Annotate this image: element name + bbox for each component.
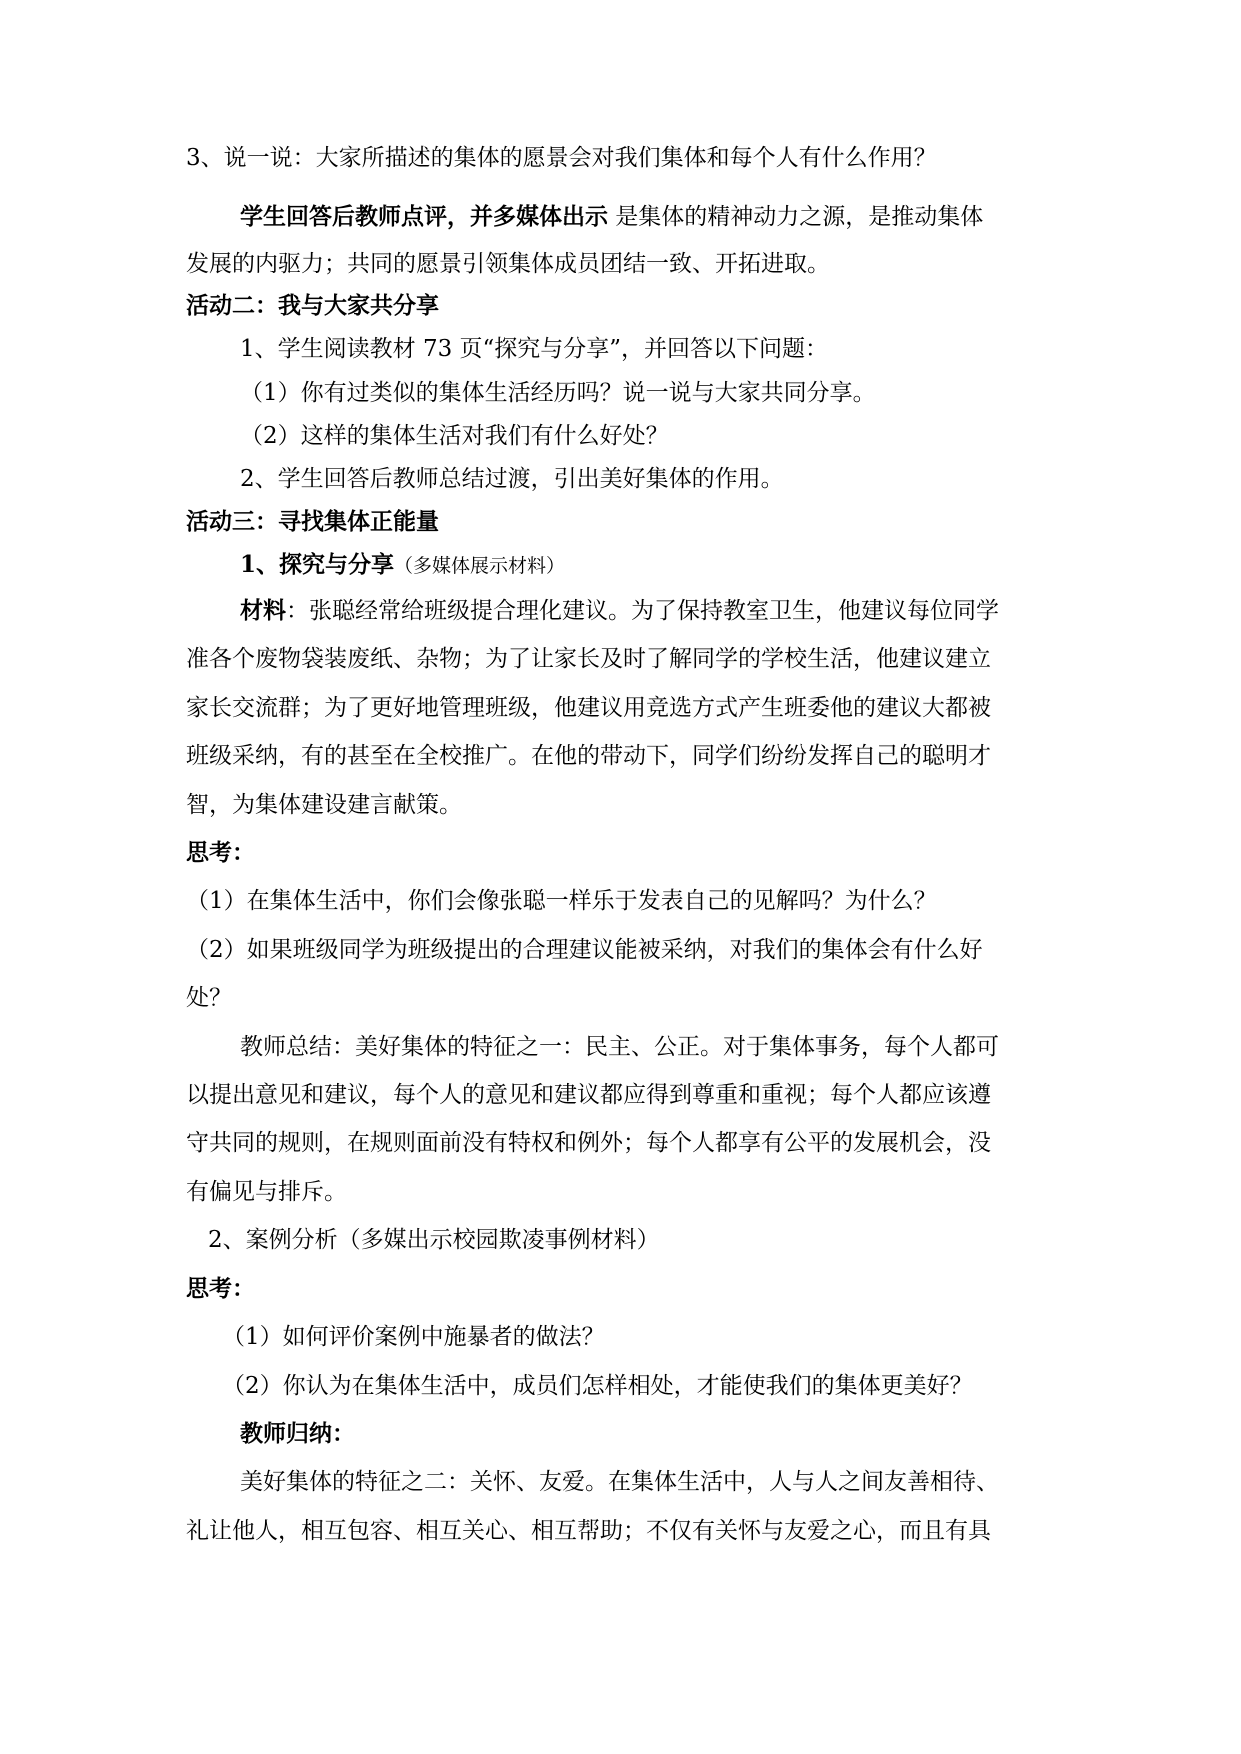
paragraph-line: 守共同的规则，在规则面前没有特权和例外；每个人都享有公平的发展机会，没	[186, 1130, 991, 1156]
item-3-question: 3、说一说：大家所描述的集体的愿景会对我们集体和每个人有什么作用？	[186, 145, 937, 171]
think-heading: 思考：	[186, 1275, 255, 1302]
paragraph-line: 家长交流群；为了更好地管理班级，他建议用竞选方式产生班委他的建议大都被	[186, 695, 991, 721]
section-heading-activity-3: 活动三：寻找集体正能量	[186, 508, 439, 535]
paragraph-line: 班级采纳，有的甚至在全校推广。在他的带动下，同学们纷纷发挥自己的聪明才	[186, 743, 991, 769]
small-note: （多媒体展示材料）	[394, 555, 566, 577]
paragraph-line	[240, 596, 999, 626]
paragraph-line: 以提出意见和建议，每个人的意见和建议都应得到尊重和重视；每个人都应该遵	[186, 1082, 991, 1108]
paragraph-line: 2、学生回答后教师总结过渡，引出美好集体的作用。	[240, 466, 784, 492]
text-run: ：张聪经常给班级提合理化建议。为了保持教室卫生，他建议每位同学	[286, 598, 999, 624]
paragraph-line: 有偏见与排斥。	[186, 1179, 347, 1205]
bold-lead: 1、探究与分享	[240, 551, 395, 578]
paragraph-line: （1）在集体生活中，你们会像张聪一样乐于发表自己的见解吗？为什么？	[186, 888, 937, 914]
paragraph-line: 1、学生阅读教材 73 页“探究与分享”，并回答以下问题：	[240, 336, 829, 362]
text-run: 是集体的精神动力之源，是推动集体	[608, 204, 984, 230]
paragraph-line: 2、案例分析（多媒出示校园欺凌事例材料）	[208, 1227, 660, 1253]
paragraph-line	[240, 550, 565, 581]
teacher-summary-heading: 教师归纳：	[240, 1420, 355, 1447]
paragraph-line: 礼让他人，相互包容、相互关心、相互帮助；不仅有关怀与友爱之心，而且有具	[186, 1518, 991, 1544]
paragraph-line: （2）你认为在集体生活中，成员们怎样相处，才能使我们的集体更美好？	[222, 1373, 973, 1399]
paragraph-line: 发展的内驱力；共同的愿景引领集体成员团结一致、开拓进取。	[186, 251, 830, 277]
section-heading-activity-2: 活动二：我与大家共分享	[186, 292, 439, 319]
paragraph-line: 美好集体的特征之二：关怀、友爱。在集体生活中，人与人之间友善相待、	[240, 1469, 999, 1495]
bold-lead: 学生回答后教师点评，并多媒体出示	[240, 203, 608, 230]
paragraph-line: 教师总结：美好集体的特征之一：民主、公正。对于集体事务，每个人都可	[240, 1034, 999, 1060]
paragraph-line	[240, 202, 983, 232]
paragraph-line: （2）如果班级同学为班级提出的合理建议能被采纳，对我们的集体会有什么好	[186, 937, 983, 963]
paragraph-line: （2）这样的集体生活对我们有什么好处？	[240, 423, 669, 449]
think-heading: 思考：	[186, 839, 255, 866]
paragraph-line: 智，为集体建设建言献策。	[186, 792, 462, 818]
bold-lead: 材料	[240, 597, 286, 624]
paragraph-line: （1）如何评价案例中施暴者的做法？	[222, 1324, 605, 1350]
paragraph-line: （1）你有过类似的集体生活经历吗？说一说与大家共同分享。	[240, 380, 876, 406]
paragraph-line: 准各个废物袋装废纸、杂物；为了让家长及时了解同学的学校生活，他建议建立	[186, 646, 991, 672]
paragraph-line: 处？	[186, 985, 232, 1011]
